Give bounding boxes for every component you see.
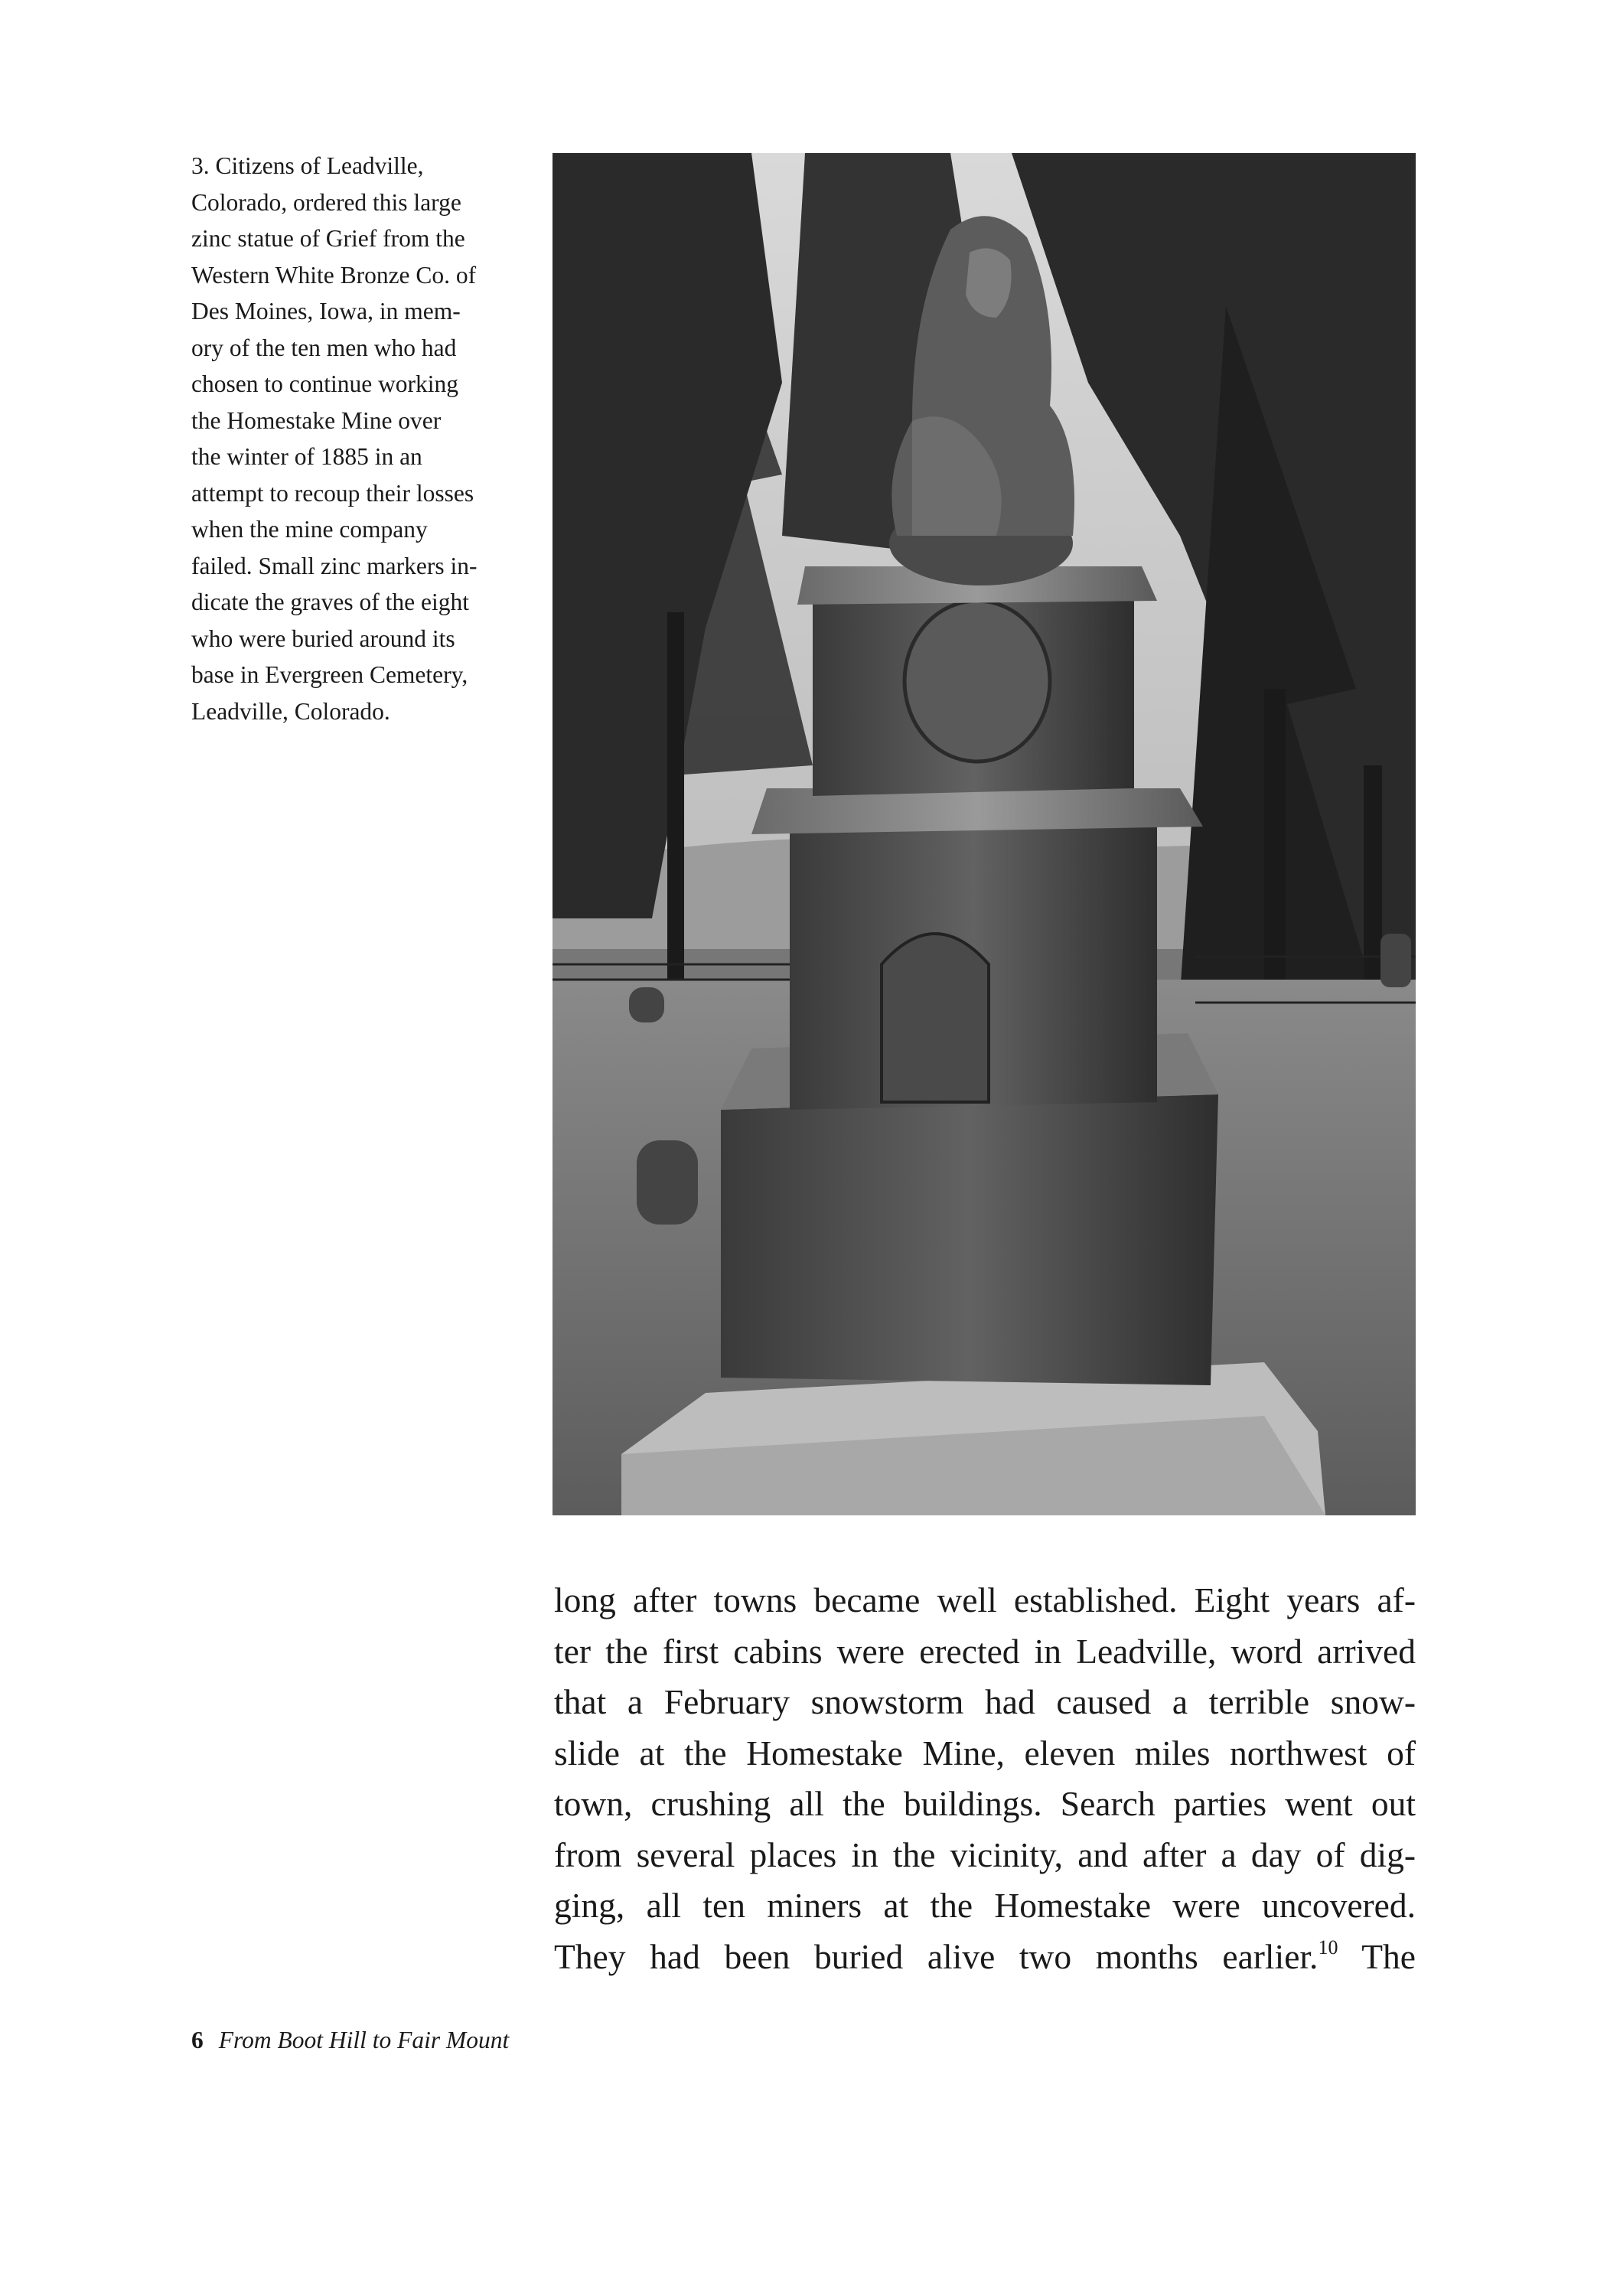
body-line: town, crushing all the buildings. Search parties went out [554, 1784, 1416, 1823]
running-title: From Boot Hill to Fair Mount [218, 2027, 510, 2053]
body-line: that a February snowstorm had caused a terrible snow- [554, 1682, 1416, 1721]
footnote-reference[interactable]: 10 [1318, 1936, 1338, 1958]
body-line: from several places in the vicinity, and after a day of dig- [554, 1835, 1416, 1874]
body-line-last [554, 1932, 1416, 1983]
monument-photograph [553, 153, 1416, 1515]
body-line-trailing-word: The [1361, 1936, 1416, 1976]
page-number: 6 [191, 2027, 204, 2053]
body-line: ging, all ten miners at the Homestake were uncovered. [554, 1886, 1416, 1925]
figure-caption: 3. Citizens of Leadville, Colorado, ordered this large zinc statue of Grief from the Western White Bronze Co. of Des Moines, Iowa, in mem- ory of the ten men who had chosen to continue working the Homestake Mine over the winter of 1885 in an attempt to recoup their losses when the mine company failed. Small zinc markers in- dicate the graves of the eight who were buried around its base in Evergreen Cemetery, Leadville, Colorado. [191, 152, 478, 725]
page-footer [191, 2025, 509, 2056]
body-line: slide at the Homestake Mine, eleven miles northwest of [554, 1733, 1416, 1773]
body-line-text: They had been buried alive two months earlier. [554, 1936, 1319, 1976]
body-line: ter the first cabins were erected in Leadville, word arrived [554, 1631, 1416, 1671]
photo-illustration [553, 153, 1416, 1515]
body-paragraph [554, 1575, 1416, 1982]
body-line: long after towns became well established. Eight years af- [554, 1580, 1416, 1619]
